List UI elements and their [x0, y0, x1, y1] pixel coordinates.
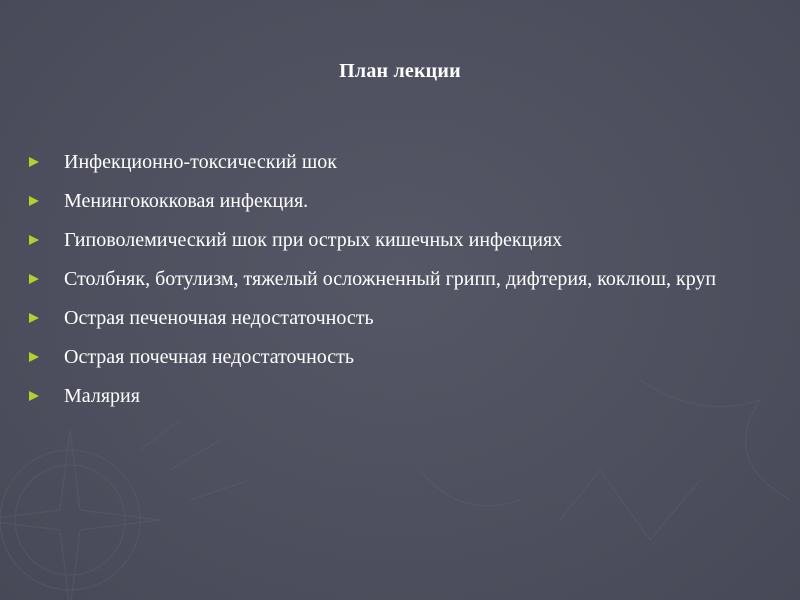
list-item-label: Острая печеночная недостаточность [64, 307, 374, 329]
list-item [28, 146, 768, 178]
arrow-right-icon [28, 185, 42, 217]
list-item [28, 224, 768, 256]
slide-title: План лекции [339, 60, 461, 82]
arrow-right-icon [28, 341, 42, 373]
arrow-right-icon [28, 302, 42, 334]
list-item-label: Столбняк, ботулизм, тяжелый осложненный грипп, дифтерия, коклюш, круп [64, 268, 717, 290]
arrow-right-icon [28, 380, 42, 412]
list-item [28, 380, 768, 412]
list-item-label: Острая почечная недостаточность [64, 346, 355, 368]
list-item [28, 302, 768, 334]
arrow-right-icon [28, 146, 42, 178]
list-item-label: Инфекционно-токсический шок [64, 151, 337, 173]
list-item-label: Гиповолемический шок при острых кишечных инфекциях [64, 229, 563, 251]
list-item-label: Менингококковая инфекция. [64, 190, 309, 212]
bullet-list [28, 146, 768, 419]
list-item [28, 263, 768, 295]
list-item [28, 341, 768, 373]
list-item-label: Малярия [64, 385, 140, 407]
arrow-right-icon [28, 224, 42, 256]
arrow-right-icon [28, 263, 42, 295]
list-item [28, 185, 768, 217]
